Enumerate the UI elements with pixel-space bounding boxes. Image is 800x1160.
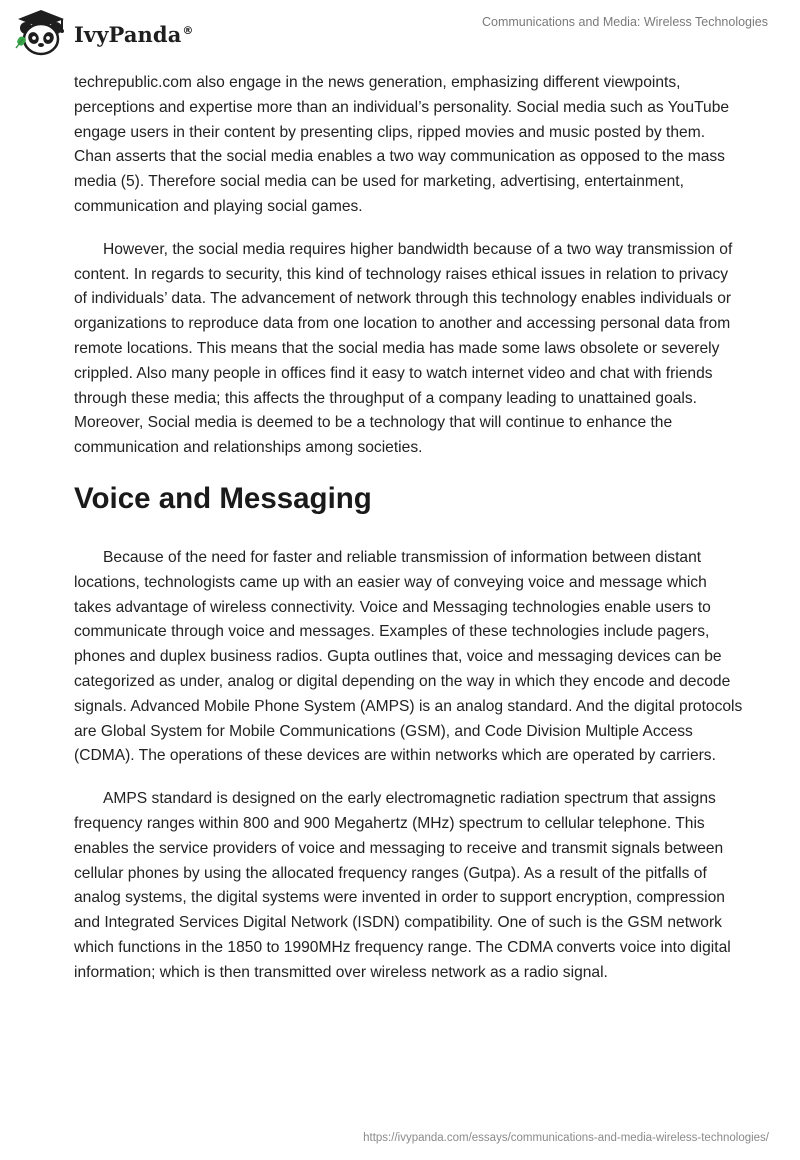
- logo-wordmark: [74, 22, 194, 47]
- paragraph-3: Because of the need for faster and reliable transmission of information between distant locations, technologists came up with an easier way of conveying voice and message which takes advantage of wireless connectivity. Voice and Messaging technologies enable users to communicate through voice and messages. Examples of these technologies include pagers, phones and duplex business radios. Gupta outlines that, voice and messaging devices can be categorized as under, analog or digital depending on the way in which they encode and decode signals. Advanced Mobile Phone System (AMPS) is an analog standard. And the digital protocols are Global System for Mobile Communications (GSM), and Code Division Multiple Access (CDMA). The operations of these devices are within networks which are operated by carriers.: [74, 548, 743, 765]
- paragraph-1: techrepublic.com also engage in the news generation, emphasizing different viewpoints, perceptions and expertise more than an individual’s personality. Social media such as YouTube engage users in their content by presenting clips, ripped movies and music posted by them. Chan asserts that the social media enables a two way communication as opposed to the mass media (5). Therefore social media can be used for marketing, advertising, entertainment, communication and playing social games.: [74, 74, 730, 215]
- registered-mark: ®: [182, 23, 194, 37]
- paragraph-4: AMPS standard is designed on the early electromagnetic radiation spectrum that assigns frequency ranges within 800 and 900 Megahertz (MHz) spectrum to cellular telephone. This enables the service providers of voice and messaging to receive and transmit signals between cellular phones by using the allocated frequency ranges (Gutpa). As a result of the pitfalls of analog systems, the digital systems were invented in order to support encryption, compression and Integrated Services Digital Network (ISDN) compatibility. One of such is the GSM network which functions in the 1850 to 1990MHz frequency range. The CDMA converts voice into digital information; which is then transmitted over wireless network as a radio signal.: [74, 790, 731, 981]
- document-title: Communications and Media: Wireless Technologies: [481, 15, 768, 29]
- paragraph-2: However, the social media requires higher bandwidth because of a two way transmission of content. In regards to security, this kind of technology raises ethical issues in relation to privacy of individuals’ data. The advancement of network through this technology enables individuals or organizations to reproduce data from one location to another and accessing personal data from remote locations. This means that the social media has made some laws obsolete or severely crippled. Also many people in offices find it easy to watch internet video and chat with friends through these media; this affects the throughput of a company leading to unattained goals. Moreover, Social media is deemed to be a technology that will continue to enhance the communication and relationships among societies.: [74, 240, 733, 457]
- logo-name: IvyPanda: [74, 21, 182, 47]
- source-url[interactable]: https://ivypanda.com/essays/communications-and-media-wireless-technologies/: [363, 1132, 769, 1144]
- section-heading: Voice and Messaging: [74, 481, 372, 515]
- page-header: [0, 0, 800, 66]
- panda-graduate-icon: [14, 8, 68, 58]
- essay-body: [74, 71, 744, 1004]
- ivypanda-logo[interactable]: [14, 8, 194, 58]
